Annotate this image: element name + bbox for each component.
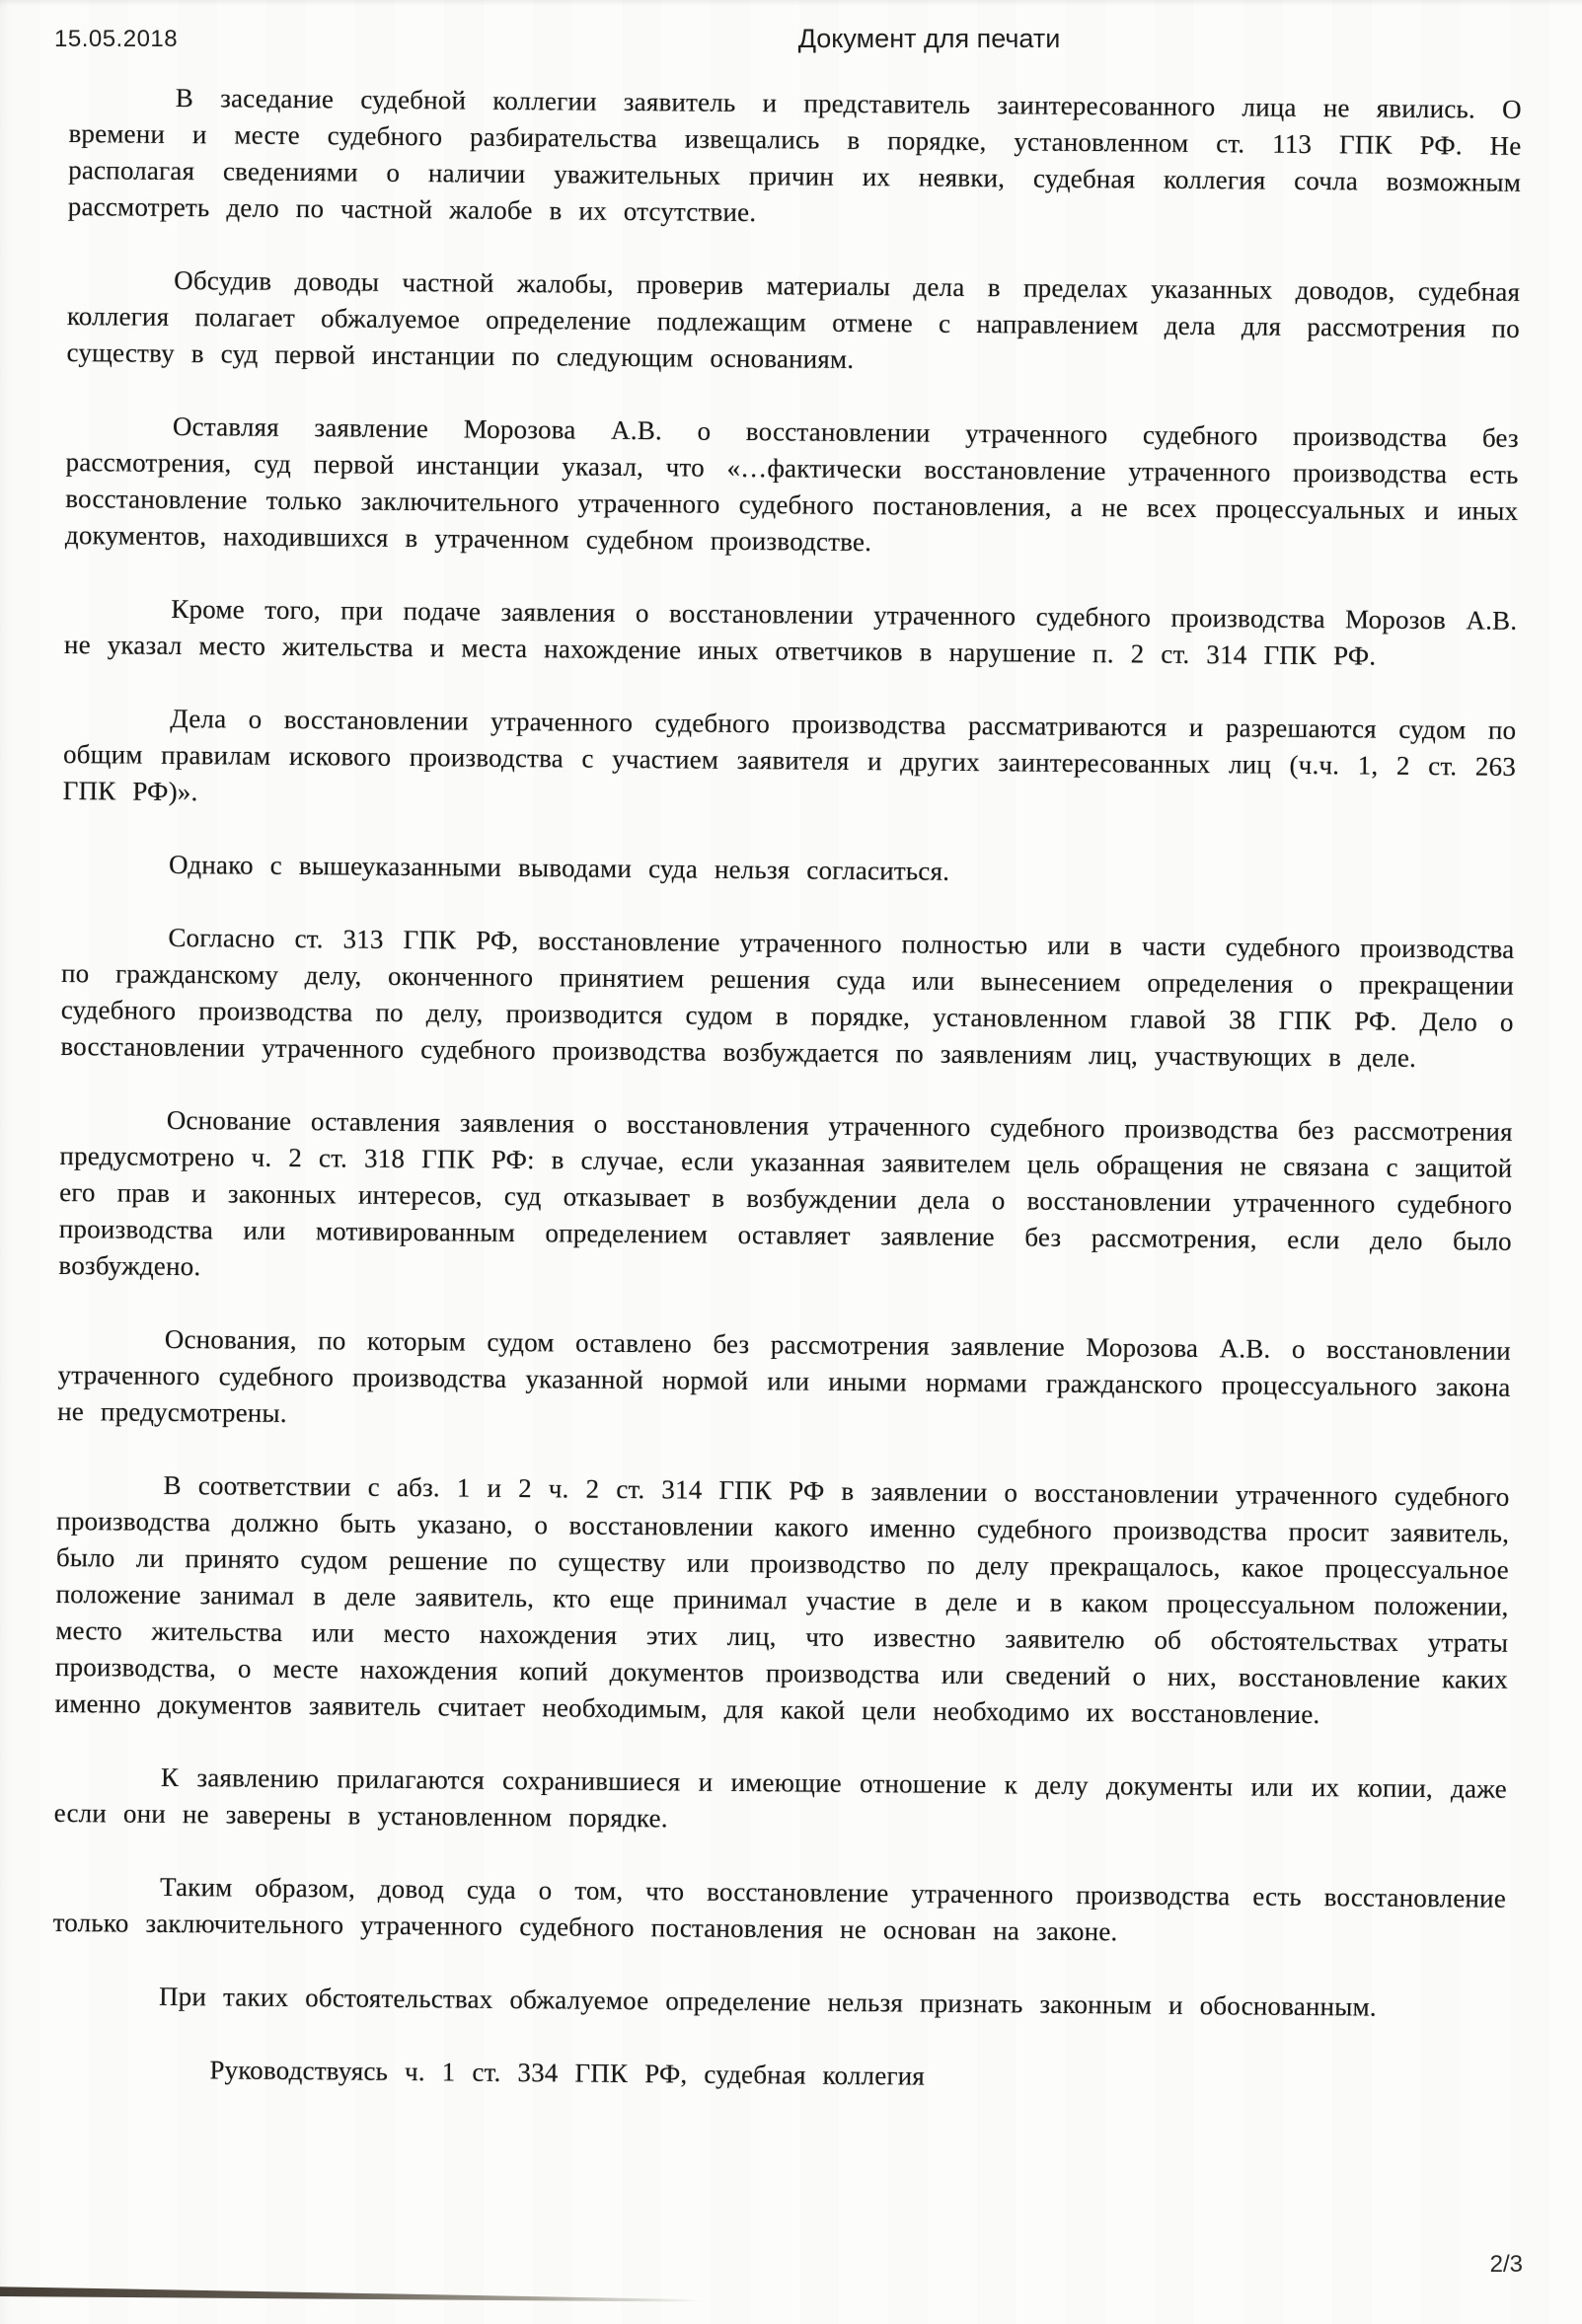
document-paragraph: Основание оставления заявления о восстановления утраченного судебного производства без рассмотрения предусмотрено ч. 2 ст. 318 ГПК РФ: в случае, если указанная заявителем цель обращения не связана с защитой его прав и законных интересов, суд отказывает в возбуждении дела о восстановлении утраченного судебного производства или мотивированным определением оставляет заявление без рассмотрения, если дело было возбуждено. [58, 1104, 1513, 1282]
document-paragraph: Основания, по которым судом оставлено без рассмотрения заявление Морозова А.В. о восстановлении утраченного судебного производства указанной нормой или иными нормами гражданского процессуального закона не предусмотрены. [57, 1323, 1511, 1428]
document-paragraph: Обсудив доводы частной жалобы, проверив материалы дела в пределах указанных доводов, судебная коллегия полагает обжалуемое определение подлежащим отмене с направлением дела для рассмотрения по существу в суд первой инстанции по следующим основаниям. [66, 264, 1521, 374]
page-number-indicator: 2/3 [1489, 2251, 1523, 2278]
document-paragraph: В заседание судебной коллегии заявитель и представитель заинтересованного лица не явились. О времени и месте судебного разбирательства извещались в порядке, установленном ст. 113 ГПК РФ. Не располагая сведениями о наличии уважительных причин их неявки, судебная коллегия сочла возможным рассмотреть дело по частной жалобе в их отсутствие. [67, 82, 1522, 228]
print-header-date: 15.05.2018 [54, 26, 179, 52]
print-header-title: Документ для печати [797, 24, 1061, 53]
document-paragraph: Согласно ст. 313 ГПК РФ, восстановление утраченного полностью или в части судебного производства по гражданскому делу, оконченного принятием решения суда или вынесением определения о прекращении судебного производства по делу, производится судом в порядке, установленном главой 38 ГПК РФ. Дело о восстановлении утраченного судебного производства возбуждается по заявлениям лиц, участвующих в деле. [60, 922, 1515, 1073]
document-paragraph: Оставляя заявление Морозова А.В. о восстановлении утраченного судебного производства без рассмотрения, суд первой инстанции указал, что «…фактически восстановление утраченного производства есть восстановление только заключительного утраченного судебного постановления, а не всех процессуальных и иных документов, находившихся в утраченном судебном производстве. [64, 411, 1520, 558]
document-paragraph: К заявлению прилагаются сохранившиеся и имеющие отношение к делу документы или их копии, даже если они не заверены в установленном порядке. [53, 1762, 1508, 1834]
document-paragraph: В соответствии с абз. 1 и 2 ч. 2 ст. 314 ГПК РФ в заявлении о восстановлении утраченного судебного производства должно быть указано, о восстановлении какого именно судебного производства просит заявитель, было ли принято судом решение по существу или производство по делу прекращалось, какое процессуальное положение занимал в деле заявитель, кто еще принимал участие в деле и в каком процессуальном положении, место жительства или место нахождения этих лиц, что известно заявителю об обстоятельствах утраты производства, о месте нахождения копий документов производства или сведений о них, восстановление каких именно документов заявитель считает необходимым, для какой цели необходимо их восстановление. [54, 1469, 1510, 1730]
document-paragraph: Руководствуясь ч. 1 ст. 334 ГПК РФ, судебная коллегия [209, 2055, 926, 2091]
document-text-body [51, 79, 1522, 2137]
document-paragraph: Таким образом, довод суда о том, что восстановление утраченного производства есть восстановление только заключительного утраченного судебного постановления не основан на законе. [52, 1871, 1507, 1947]
document-paragraph: Кроме того, при подаче заявления о восстановлении утраченного судебного производства Морозов А.В. не указал место жительства и места нахождение иных ответчиков в нарушение п. 2 ст. 314 ГПК РФ. [63, 593, 1518, 671]
document-paragraph: Однако с вышеуказанными выводами суда нельзя согласиться. [168, 849, 950, 886]
document-paragraph: При таких обстоятельствах обжалуемое определение нельзя признать законным и обоснованным. [158, 1981, 1377, 2022]
document-paragraph: Дела о восстановлении утраченного судебного производства рассматриваются и разрешаются судом по общим правилам искового производства с участием заявителя и других заинтересованных лиц (ч.ч. 1, 2 ст. 263 ГПК РФ)». [62, 703, 1517, 807]
